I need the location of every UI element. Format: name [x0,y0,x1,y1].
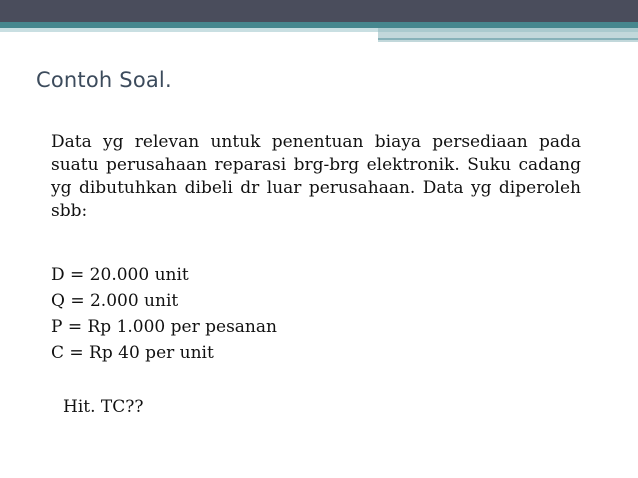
slide-title: Contoh Soal. [36,68,172,92]
problem-paragraph: Data yg relevan untuk penentuan biaya persediaan pada suatu perusahaan reparasi brg-brg elektronik. Suku cadang yg dibutuhkan dibeli dr luar perusahaan. Data yg diperoleh sbb: [51,132,581,221]
given-order-quantity: Q = 2.000 unit [51,291,179,311]
given-data-list [51,262,277,366]
header-band-dark [0,0,638,22]
given-carrying-cost: C = Rp 40 per unit [51,343,214,363]
header-accent-line [378,38,638,40]
given-order-cost: P = Rp 1.000 per pesanan [51,317,277,337]
question-text: Hit. TC?? [63,397,144,417]
given-demand: D = 20.000 unit [51,265,189,285]
